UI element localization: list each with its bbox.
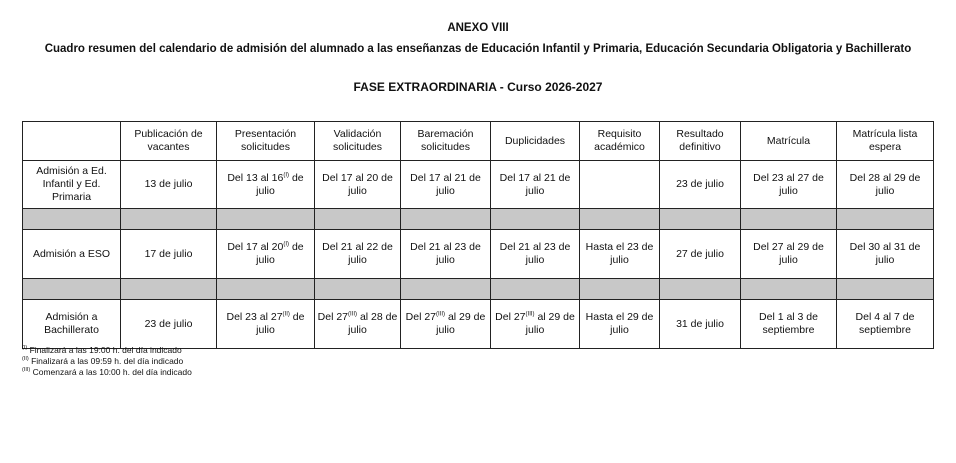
- document-subtitle: Cuadro resumen del calendario de admisión del alumnado a las enseñanzas de Educación Infantil y Primaria, Educación Secundaria Obligatoria y Bachillerato: [44, 43, 912, 55]
- table-row: [23, 161, 934, 209]
- header-corner: [23, 122, 121, 161]
- cell-text: de julio: [256, 171, 304, 197]
- separator-cell: [837, 279, 934, 300]
- cell-text: Del 27: [317, 311, 349, 323]
- column-header: Publicación de vacantes: [121, 122, 217, 161]
- table-cell: [315, 300, 401, 349]
- separator-cell: [491, 279, 580, 300]
- footnote: [22, 356, 192, 367]
- table-row: [23, 230, 934, 279]
- footnote-marker: (I): [283, 172, 290, 178]
- cell-text: al 29 de julio: [436, 311, 486, 336]
- table-cell: 23 de julio: [121, 300, 217, 349]
- footnote-marker: (III): [525, 311, 535, 318]
- separator-cell: [580, 279, 660, 300]
- cell-text: al 29 de julio: [525, 311, 575, 336]
- cell-text: Del 27: [495, 311, 526, 323]
- separator-cell: [315, 279, 401, 300]
- column-header: Duplicidades: [491, 122, 580, 161]
- table-cell: Del 21 al 22 de julio: [315, 230, 401, 279]
- column-header: Matrícula lista espera: [837, 122, 934, 161]
- table-cell: [217, 230, 315, 279]
- separator-cell: [660, 279, 741, 300]
- column-header: Baremación solicitudes: [401, 122, 491, 161]
- column-header: Matrícula: [741, 122, 837, 161]
- cell-text: Del 27: [405, 311, 437, 323]
- table-cell: Del 21 al 23 de julio: [491, 230, 580, 279]
- table-cell: [491, 300, 580, 349]
- separator-cell: [580, 209, 660, 230]
- separator-cell: [217, 279, 315, 300]
- separator-cell: [401, 279, 491, 300]
- table-cell: 31 de julio: [660, 300, 741, 349]
- annex-title: ANEXO VIII: [447, 22, 509, 34]
- footnote: [22, 367, 192, 378]
- separator-cell: [401, 209, 491, 230]
- footnote-marker: (III): [348, 311, 358, 318]
- cell-text: Del 17 al 20: [227, 241, 284, 253]
- footnote-marker: (III): [436, 311, 446, 318]
- separator-cell: [315, 209, 401, 230]
- footnote: [22, 345, 192, 356]
- table-cell: [580, 161, 660, 209]
- separator-cell: [121, 209, 217, 230]
- table-cell: Del 21 al 23 de julio: [401, 230, 491, 279]
- table-cell: 13 de julio: [121, 161, 217, 209]
- table-cell: Del 17 al 21 de julio: [491, 161, 580, 209]
- column-header: Requisito académico: [580, 122, 660, 161]
- table-row: [23, 300, 934, 349]
- table-cell: Del 17 al 21 de julio: [401, 161, 491, 209]
- separator-cell: [741, 209, 837, 230]
- footnote-marker: (III): [22, 367, 31, 374]
- cell-text: de julio: [256, 241, 304, 266]
- table-cell: Del 1 al 3 de septiembre: [741, 300, 837, 349]
- separator-cell: [217, 209, 315, 230]
- separator-cell: [491, 209, 580, 230]
- table-cell: 27 de julio: [660, 230, 741, 279]
- table-cell: Del 4 al 7 de septiembre: [837, 300, 934, 349]
- footnote-marker: (II): [22, 356, 29, 363]
- row-label: Admisión a Ed. Infantil y Ed. Primaria: [23, 161, 121, 209]
- footnotes: [22, 345, 192, 378]
- row-label: Admisión a Bachillerato: [23, 300, 121, 349]
- table-cell: Del 23 al 27 de julio: [741, 161, 837, 209]
- cell-text: al 28 de julio: [348, 311, 398, 336]
- phase-title: FASE EXTRAORDINARIA - Curso 2026-2027: [353, 80, 603, 94]
- separator-cell: [741, 279, 837, 300]
- cell-text: de julio: [256, 311, 305, 336]
- table-cell: Hasta el 29 de julio: [580, 300, 660, 349]
- separator-cell: [660, 209, 741, 230]
- column-header: Presentación solicitudes: [217, 122, 315, 161]
- table-cell: Hasta el 23 de julio: [580, 230, 660, 279]
- table-cell: [217, 300, 315, 349]
- table-cell: [217, 161, 315, 209]
- footnote-marker: (I): [22, 345, 28, 352]
- column-header: Resultado definitivo: [660, 122, 741, 161]
- separator-row: [23, 209, 934, 230]
- separator-cell: [121, 279, 217, 300]
- footnote-marker: (II): [282, 311, 290, 318]
- footnote-text: Finalizará a las 19:00 h. del día indicado: [27, 345, 182, 355]
- table-cell: 17 de julio: [121, 230, 217, 279]
- cell-text: Del 23 al 27: [226, 311, 283, 323]
- table-cell: 23 de julio: [660, 161, 741, 209]
- table-cell: Del 27 al 29 de julio: [741, 230, 837, 279]
- row-label: Admisión a ESO: [23, 230, 121, 279]
- separator-row: [23, 279, 934, 300]
- footnote-text: Finalizará a las 09:59 h. del día indicado: [28, 356, 184, 366]
- table-cell: Del 28 al 29 de julio: [837, 161, 934, 209]
- cell-text: Del 13 al 16: [227, 171, 284, 184]
- header-row: [23, 122, 934, 161]
- footnote-text: Comenzará a las 10:00 h. del día indicado: [30, 367, 192, 377]
- table-cell: Del 30 al 31 de julio: [837, 230, 934, 279]
- table-cell: Del 17 al 20 de julio: [315, 161, 401, 209]
- table-cell: [401, 300, 491, 349]
- footnote-marker: (I): [283, 241, 290, 248]
- separator-cell: [23, 209, 121, 230]
- separator-cell: [23, 279, 121, 300]
- column-header: Validación solicitudes: [315, 122, 401, 161]
- separator-cell: [837, 209, 934, 230]
